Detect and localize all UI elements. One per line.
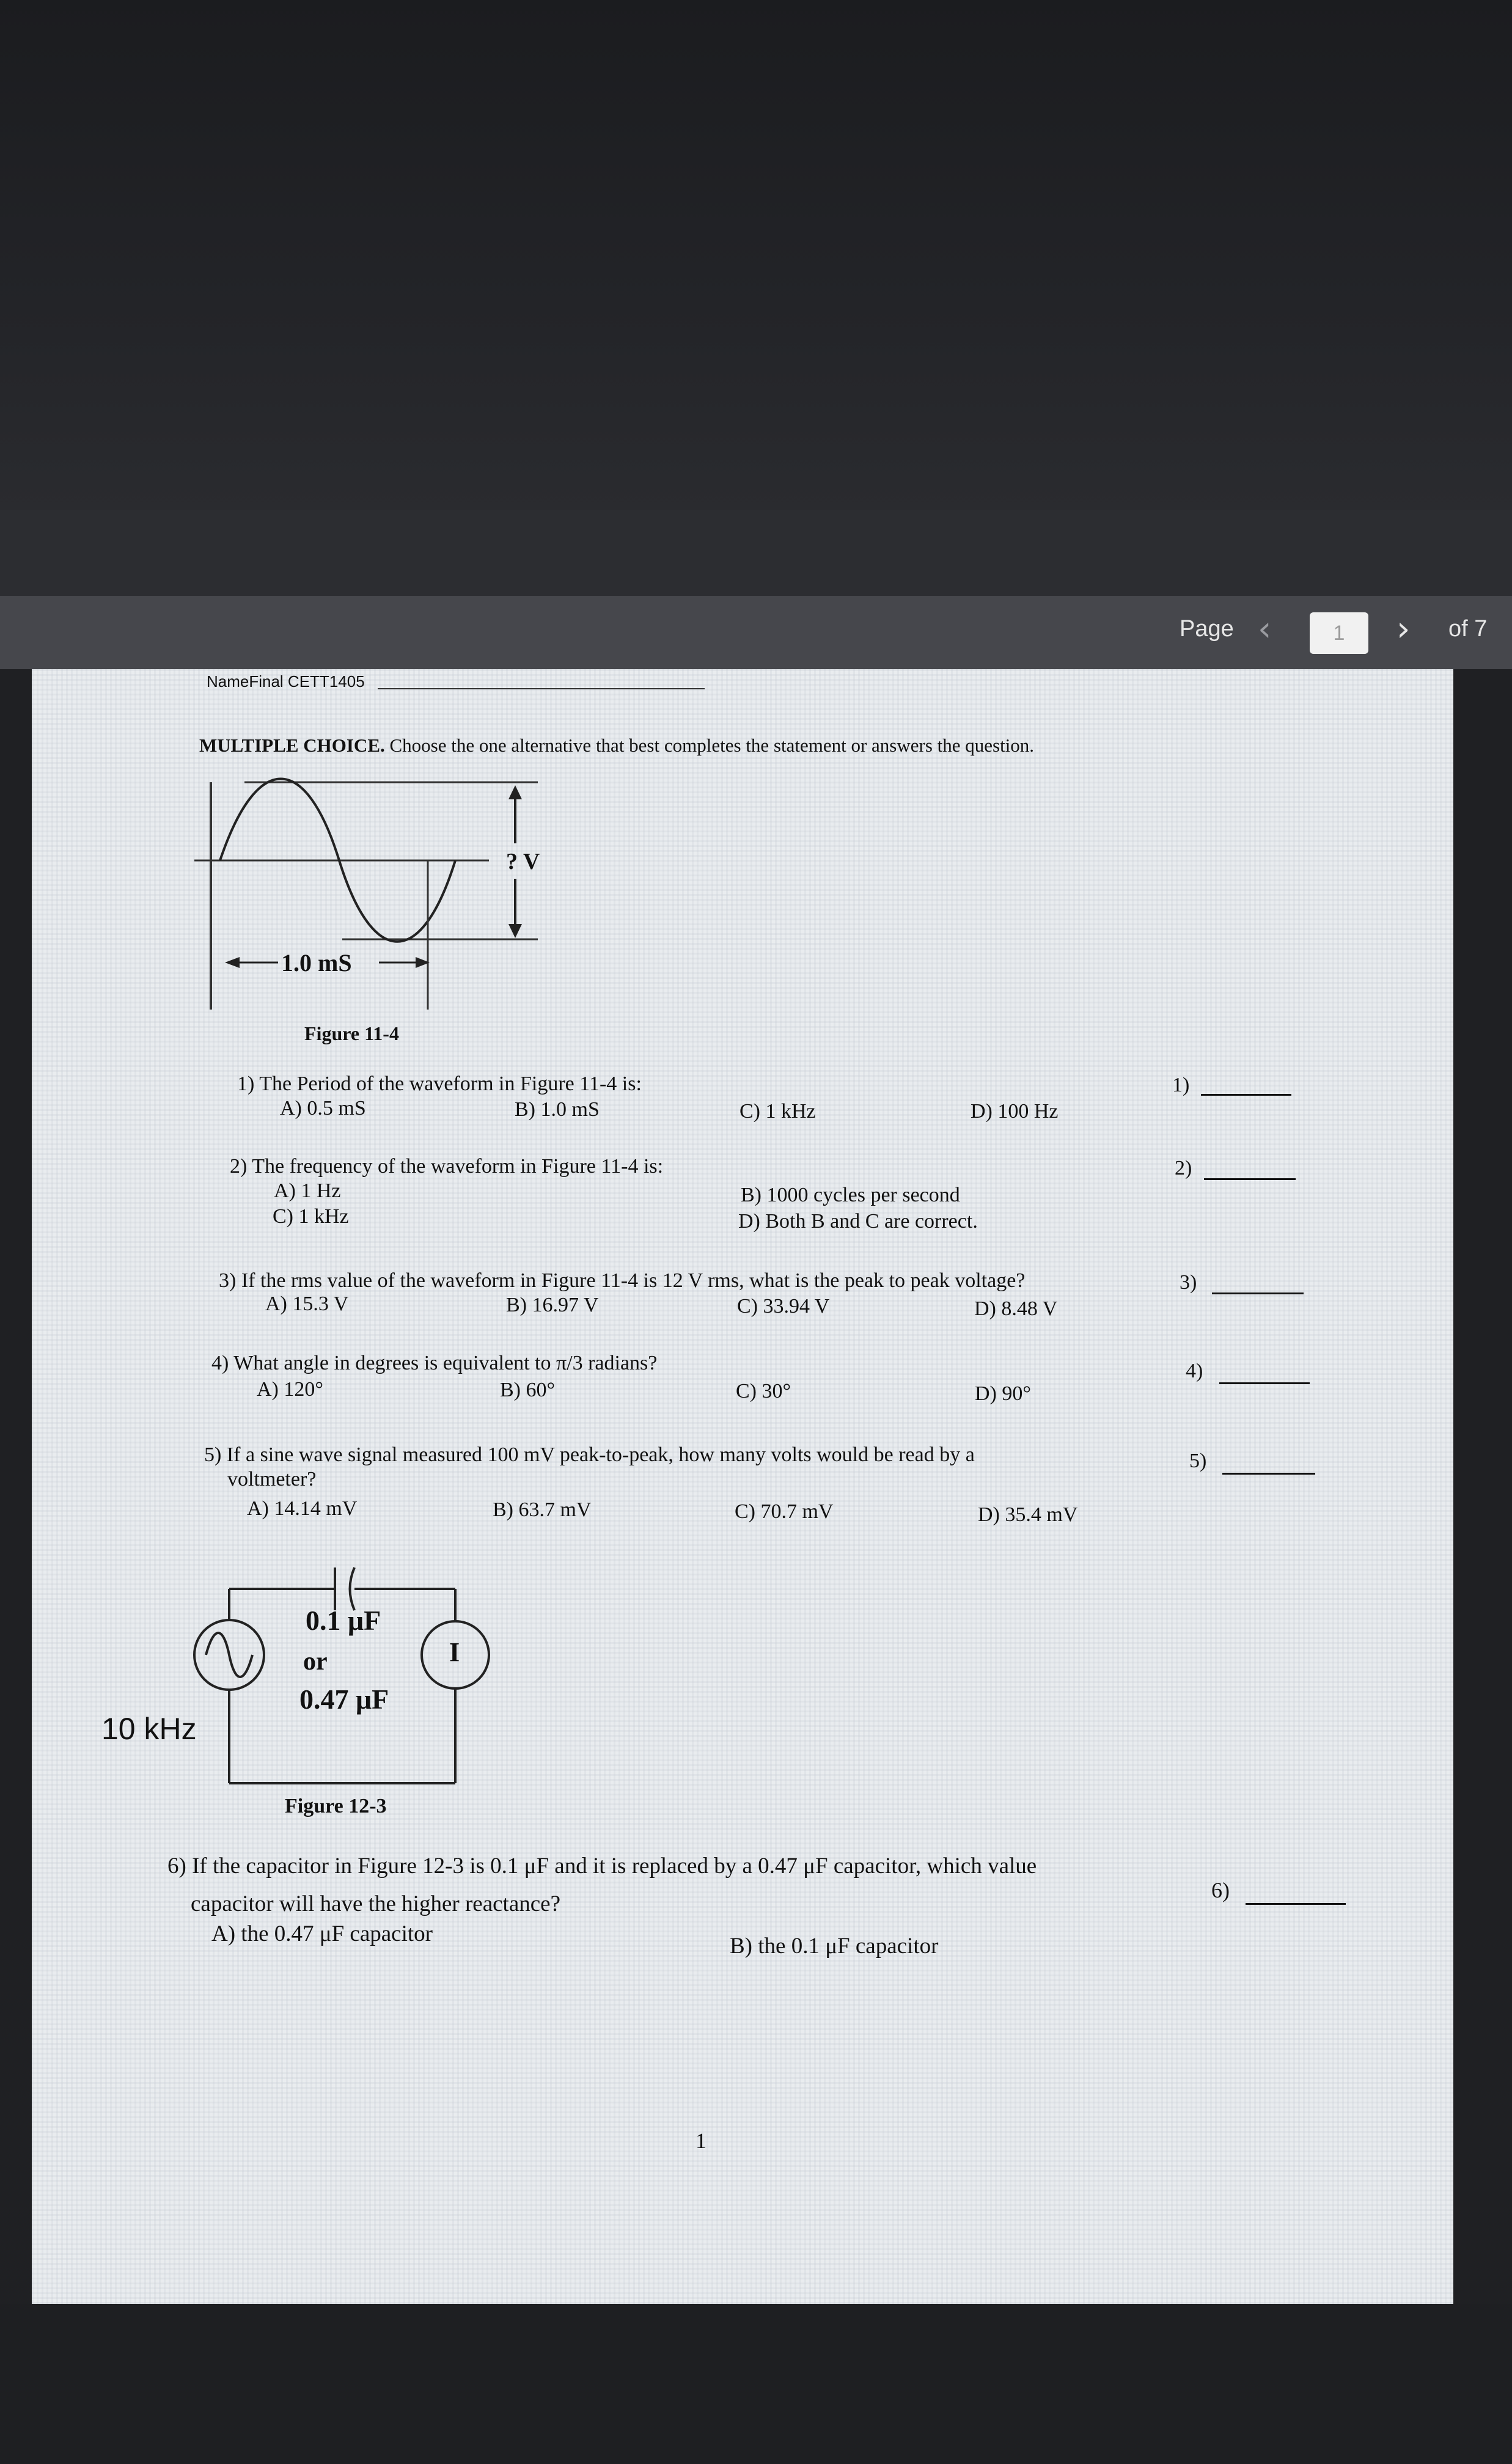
source-frequency-label: 10 kHz bbox=[101, 1712, 197, 1746]
answer-5-number: 5) bbox=[1189, 1450, 1207, 1472]
question-5-stem-cont: voltmeter? bbox=[227, 1468, 317, 1491]
question-2-stem: 2) The frequency of the waveform in Figure 11-4 is: bbox=[230, 1155, 664, 1178]
question-2-option-a: A) 1 Hz bbox=[274, 1179, 341, 1202]
answer-4-number: 4) bbox=[1186, 1360, 1203, 1382]
chevron-left-icon: ‹ bbox=[1258, 609, 1272, 649]
capacitor-or-label: or bbox=[303, 1648, 328, 1676]
question-1-stem: 1) The Period of the waveform in Figure 11-4 is: bbox=[237, 1072, 642, 1095]
question-4-stem: 4) What angle in degrees is equivalent to π/3 radians? bbox=[211, 1352, 658, 1374]
meter-label: I bbox=[449, 1637, 460, 1667]
question-3-option-c: C) 33.94 V bbox=[737, 1295, 830, 1318]
question-1-option-b: B) 1.0 mS bbox=[515, 1098, 600, 1121]
question-5-option-b: B) 63.7 mV bbox=[493, 1498, 592, 1521]
question-5-option-d: D) 35.4 mV bbox=[978, 1503, 1078, 1526]
question-3-option-d: D) 8.48 V bbox=[974, 1297, 1058, 1320]
question-4-option-a: A) 120° bbox=[257, 1378, 323, 1401]
answer-6-line[interactable] bbox=[1246, 1903, 1346, 1905]
answer-2-number: 2) bbox=[1175, 1157, 1192, 1179]
question-3-stem: 3) If the rms value of the waveform in Figure 11-4 is 12 V rms, what is the peak to peak voltage? bbox=[219, 1269, 1026, 1292]
question-6-option-a: A) the 0.47 μF capacitor bbox=[211, 1921, 433, 1946]
answer-6-number: 6) bbox=[1211, 1878, 1230, 1902]
name-field-label: NameFinal CETT1405 bbox=[207, 672, 365, 691]
capacitor-value-1: 0.1 μF bbox=[306, 1605, 381, 1636]
question-1-option-d: D) 100 Hz bbox=[971, 1100, 1059, 1123]
question-2-option-d: D) Both B and C are correct. bbox=[738, 1210, 978, 1233]
answer-3-number: 3) bbox=[1180, 1271, 1197, 1294]
figure-11-4-caption: Figure 11-4 bbox=[304, 1022, 399, 1044]
page-label: Page bbox=[1180, 616, 1234, 642]
question-4-option-c: C) 30° bbox=[736, 1380, 791, 1402]
question-3-option-a: A) 15.3 V bbox=[265, 1292, 349, 1315]
question-5-option-a: A) 14.14 mV bbox=[247, 1497, 358, 1520]
figure-11-4-voltage-label: ? V bbox=[506, 849, 540, 875]
figure-11-4-period-label: 1.0 mS bbox=[281, 949, 352, 977]
answer-1-number: 1) bbox=[1172, 1074, 1190, 1096]
question-2-option-b: B) 1000 cycles per second bbox=[741, 1184, 960, 1206]
question-3-option-b: B) 16.97 V bbox=[506, 1294, 599, 1316]
figure-12-3-caption: Figure 12-3 bbox=[285, 1795, 387, 1817]
question-6-option-b: B) the 0.1 μF capacitor bbox=[730, 1934, 939, 1959]
question-2-option-c: C) 1 kHz bbox=[273, 1205, 349, 1228]
instructions-title: MULTIPLE CHOICE. bbox=[199, 735, 385, 756]
question-1-option-c: C) 1 kHz bbox=[739, 1100, 816, 1123]
question-1-option-a: A) 0.5 mS bbox=[280, 1097, 366, 1120]
question-4-option-d: D) 90° bbox=[975, 1382, 1031, 1405]
question-6-stem-cont: capacitor will have the higher reactance? bbox=[191, 1891, 561, 1916]
background-bottom bbox=[0, 2304, 1512, 2464]
chevron-right-icon: › bbox=[1396, 609, 1411, 649]
question-4-option-b: B) 60° bbox=[500, 1379, 556, 1401]
question-6-stem: 6) If the capacitor in Figure 12-3 is 0.1 μF and it is replaced by a 0.47 μF capacitor, which value bbox=[167, 1854, 1037, 1879]
page-footer-number: 1 bbox=[695, 2128, 706, 2153]
capacitor-value-2: 0.47 μF bbox=[299, 1684, 389, 1715]
instructions-text: Choose the one alternative that best completes the statement or answers the question. bbox=[389, 735, 1035, 756]
page-number-input[interactable]: 1 bbox=[1310, 612, 1368, 654]
page-count-label: of 7 bbox=[1448, 616, 1488, 642]
question-5-option-c: C) 70.7 mV bbox=[735, 1500, 834, 1523]
question-5-stem: 5) If a sine wave signal measured 100 mV peak-to-peak, how many volts would be read by a bbox=[204, 1443, 975, 1466]
